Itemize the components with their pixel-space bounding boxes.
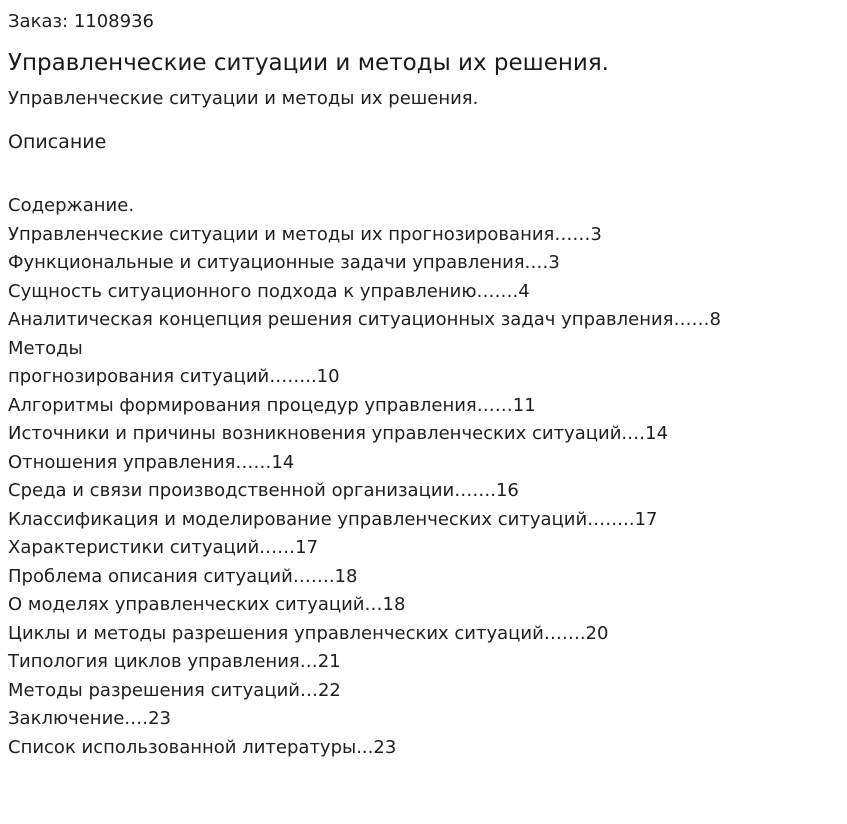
toc-heading: Содержание.	[8, 195, 135, 216]
toc-item: Алгоритмы формирования процедур управления……11	[8, 394, 536, 416]
toc-item: О моделях управленческих ситуаций…18	[8, 594, 406, 615]
toc-item: Классификация и моделирование управленческих ситуаций……..17	[8, 508, 658, 530]
table-of-contents	[8, 192, 721, 762]
toc-item: Среда и связи производственной организации…….16	[8, 480, 519, 501]
toc-item: Методы	[8, 337, 83, 359]
toc-item: Циклы и методы разрешения управленческих ситуаций…….20	[8, 622, 609, 644]
toc-item: Аналитическая концепция решения ситуационных задач управления……8	[8, 309, 721, 330]
toc-item: Список использованной литературы...23	[8, 736, 397, 758]
toc-item: Характеристики ситуаций……17	[8, 537, 319, 558]
toc-item: прогнозирования ситуаций……..10	[8, 366, 340, 387]
toc-item: Типология циклов управления…21	[8, 651, 341, 672]
page-title: Управленческие ситуации и методы их решения.	[8, 50, 609, 76]
toc-item: Заключение.…23	[8, 708, 171, 729]
toc-item: Управленческие ситуации и методы их прогнозирования……3	[8, 223, 602, 245]
toc-item: Отношения управления……14	[8, 451, 295, 473]
description-heading: Описание	[8, 131, 107, 153]
toc-item: Проблема описания ситуаций…….18	[8, 565, 358, 587]
toc-item: Методы разрешения ситуаций…22	[8, 679, 341, 701]
toc-item: Сущность ситуационного подхода к управлению…….4	[8, 280, 530, 302]
order-number: Заказ: 1108936	[8, 11, 154, 32]
page-subtitle: Управленческие ситуации и методы их решения.	[8, 88, 479, 109]
toc-item: Функциональные и ситуационные задачи управления.…3	[8, 252, 560, 273]
toc-item: Источники и причины возникновения управленческих ситуаций.…14	[8, 423, 669, 444]
